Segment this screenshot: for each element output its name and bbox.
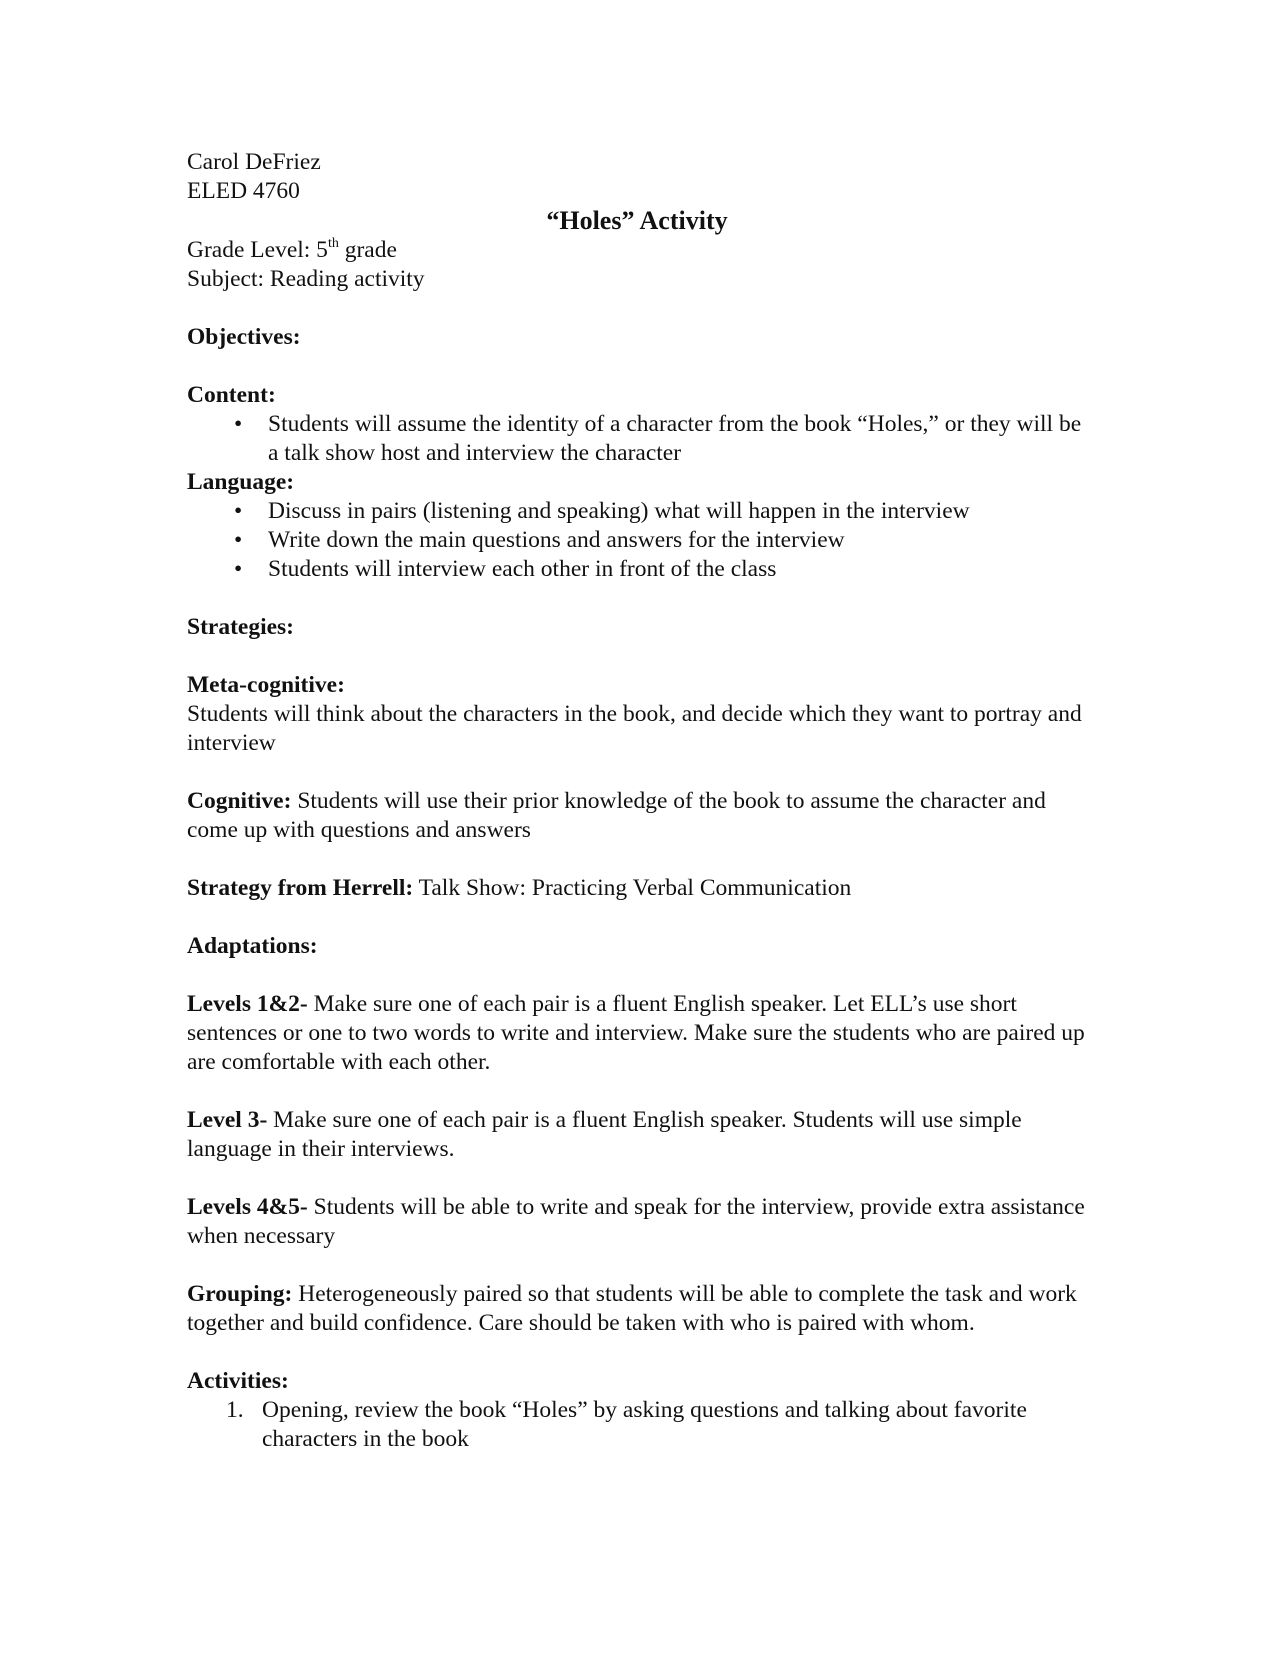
grouping-label: Grouping: — [187, 1281, 293, 1307]
levels-1-2-label: Levels 1&2- — [187, 991, 308, 1017]
levels-1-2-text: Make sure one of each pair is a fluent English speaker. Let ELL’s use short sentences or one to two words to write and interview. Make sure the students who are paired up are comfortable with each other. — [187, 991, 1085, 1075]
meta-cognitive-heading: Meta-cognitive: — [187, 672, 345, 698]
level-3-text: Make sure one of each pair is a fluent English speaker. Students will use simple language in their interviews. — [187, 1107, 1022, 1162]
list-item: • Students will assume the identity of a character from the book “Holes,” or they will be a talk show host and interview the character — [234, 411, 1082, 466]
grade-suffix: grade — [338, 237, 397, 263]
levels-1-2-paragraph — [187, 990, 1087, 1077]
document-body — [187, 148, 1087, 1454]
cognitive-label: Cognitive: — [187, 788, 292, 814]
bullet-icon: • — [234, 556, 243, 582]
grouping-text: Heterogeneously paired so that students will be able to complete the task and work together and build confidence. Care should be taken with who is paired with whom. — [187, 1281, 1077, 1336]
grouping-paragraph — [187, 1280, 1087, 1338]
page-title: “Holes” Activity — [546, 206, 728, 235]
subject-line: Subject: Reading activity — [187, 266, 425, 292]
cognitive-paragraph — [187, 787, 1087, 845]
language-list — [187, 497, 1087, 584]
grade-level — [187, 236, 1087, 265]
cognitive-text: Students will use their prior knowledge of the book to assume the character and come up with questions and answers — [187, 788, 1046, 843]
levels-4-5-text: Students will be able to write and speak for the interview, provide extra assistance when necessary — [187, 1194, 1085, 1249]
grade-label: Grade Level: 5 — [187, 237, 328, 263]
list-item: • Write down the main questions and answers for the interview — [234, 527, 845, 553]
list-item: • Discuss in pairs (listening and speaking) what will happen in the interview — [234, 498, 970, 524]
list-item: • Students will interview each other in front of the class — [234, 556, 777, 582]
herrell-label: Strategy from Herrell: — [187, 875, 414, 901]
author-name: Carol DeFriez — [187, 149, 321, 175]
level-3-paragraph — [187, 1106, 1087, 1164]
content-list — [187, 410, 1087, 468]
language-heading: Language: — [187, 469, 295, 495]
herrell-paragraph — [187, 874, 1087, 903]
level-3-label: Level 3- — [187, 1107, 268, 1133]
activities-heading: Activities: — [187, 1368, 289, 1394]
levels-4-5-paragraph — [187, 1193, 1087, 1251]
bullet-icon: • — [234, 498, 243, 524]
content-heading: Content: — [187, 382, 276, 408]
objectives-heading: Objectives: — [187, 324, 301, 350]
grade-superscript: th — [327, 236, 339, 251]
meta-cognitive-text: Students will think about the characters in the book, and decide which they want to portray and interview — [187, 701, 1082, 756]
strategies-heading: Strategies: — [187, 614, 295, 640]
bullet-icon: • — [234, 527, 243, 553]
item-text: Opening, review the book “Holes” by asking questions and talking about favorite characters in the book — [262, 1397, 1027, 1452]
item-number: 1. — [226, 1397, 244, 1423]
activities-list — [187, 1396, 1087, 1454]
list-item — [187, 1396, 1087, 1454]
levels-4-5-label: Levels 4&5- — [187, 1194, 308, 1220]
course-code: ELED 4760 — [187, 178, 300, 204]
herrell-text: Talk Show: Practicing Verbal Communication — [413, 875, 852, 901]
bullet-icon: • — [234, 411, 243, 437]
adaptations-heading: Adaptations: — [187, 933, 318, 959]
